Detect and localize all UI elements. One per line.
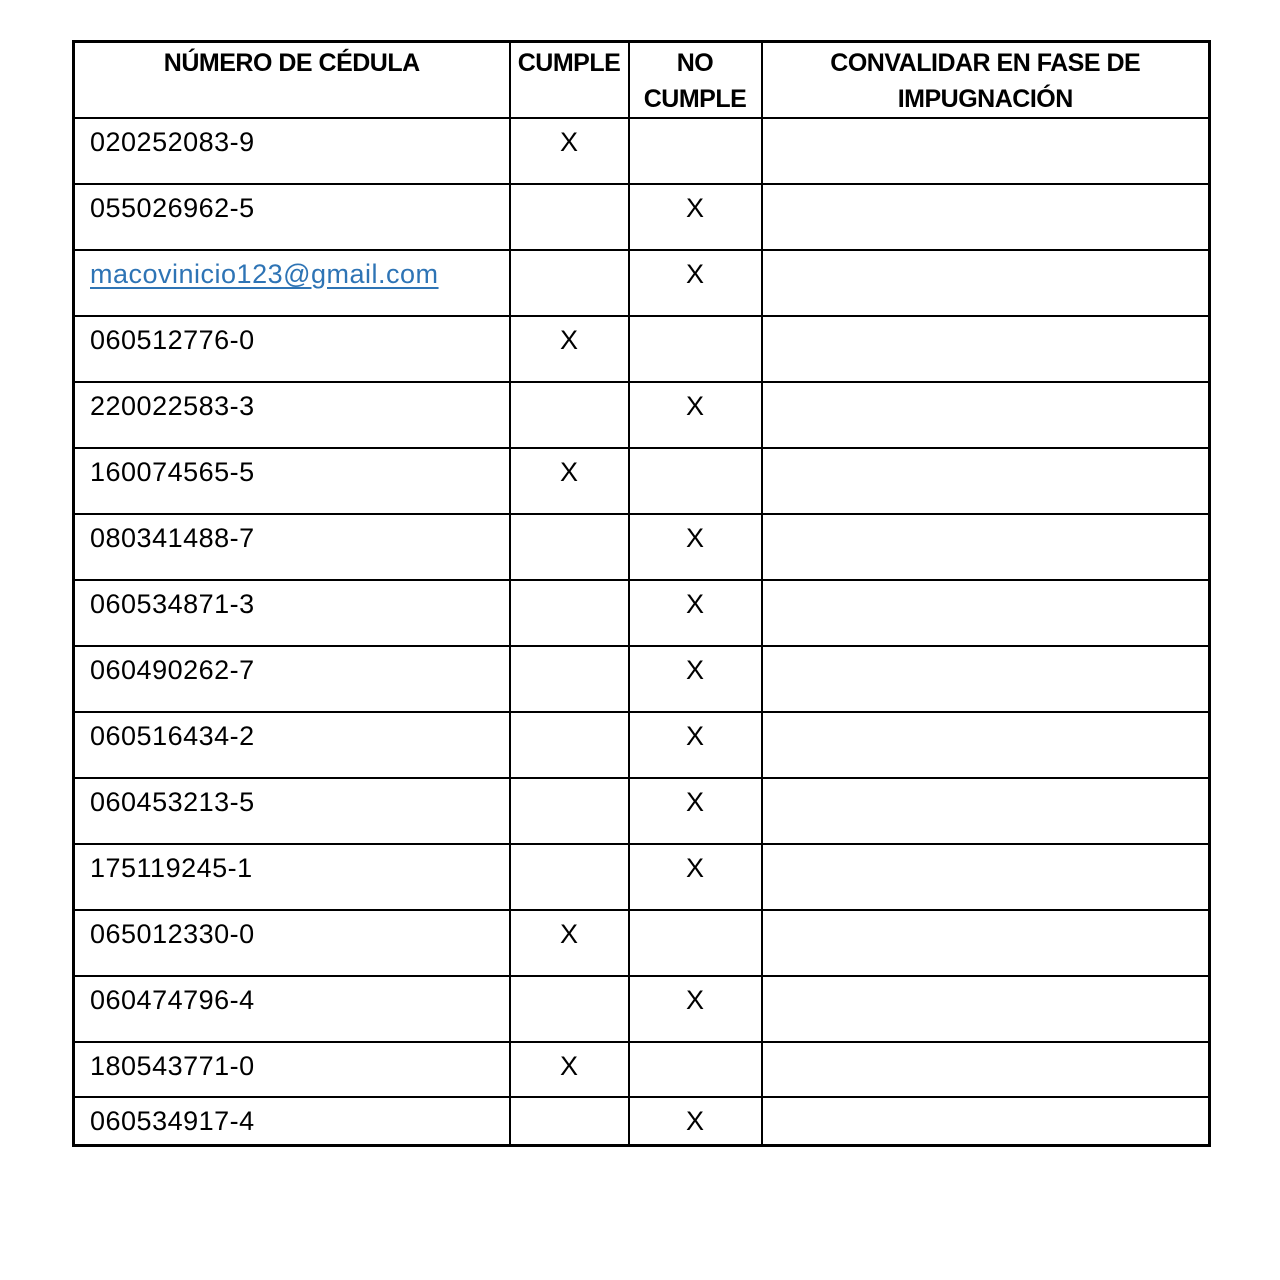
cumple-cell (510, 580, 629, 646)
cedula-cell: 175119245-1 (74, 844, 510, 910)
no-cumple-cell: X (629, 976, 762, 1042)
no-cumple-cell: X (629, 1097, 762, 1145)
cumple-cell (510, 844, 629, 910)
cedula-cell: 065012330-0 (74, 910, 510, 976)
convalidar-cell (762, 448, 1210, 514)
cedula-cell: 060516434-2 (74, 712, 510, 778)
cumple-cell (510, 382, 629, 448)
cedula-cell: 220022583-3 (74, 382, 510, 448)
email-link[interactable]: macovinicio123@gmail.com (74, 250, 510, 316)
convalidar-cell (762, 382, 1210, 448)
cumple-cell: X (510, 910, 629, 976)
table-row (74, 448, 1210, 514)
table-row (74, 778, 1210, 844)
cumple-cell (510, 184, 629, 250)
convalidar-cell (762, 118, 1210, 184)
cedula-cell: 060474796-4 (74, 976, 510, 1042)
cedula-cell: 060512776-0 (74, 316, 510, 382)
cumple-cell: X (510, 118, 629, 184)
cedula-cell: 160074565-5 (74, 448, 510, 514)
cumple-cell: X (510, 448, 629, 514)
cedula-cell: 060490262-7 (74, 646, 510, 712)
header-row (74, 42, 1210, 119)
no-cumple-cell (629, 316, 762, 382)
no-cumple-cell: X (629, 778, 762, 844)
convalidar-cell (762, 844, 1210, 910)
no-cumple-cell: X (629, 184, 762, 250)
table-row (74, 382, 1210, 448)
header-no-cumple: NO CUMPLE (629, 42, 762, 119)
cumple-cell (510, 646, 629, 712)
convalidar-cell (762, 184, 1210, 250)
cedula-cell: 060453213-5 (74, 778, 510, 844)
no-cumple-cell: X (629, 646, 762, 712)
table-body (74, 118, 1210, 1145)
no-cumple-cell: X (629, 250, 762, 316)
cumple-cell (510, 712, 629, 778)
cedula-cell: 060534917-4 (74, 1097, 510, 1145)
cumple-cell (510, 250, 629, 316)
no-cumple-cell (629, 448, 762, 514)
convalidar-cell (762, 1042, 1210, 1097)
table-row (74, 118, 1210, 184)
cedula-cell: 180543771-0 (74, 1042, 510, 1097)
cumple-cell (510, 976, 629, 1042)
cumple-cell (510, 514, 629, 580)
table-row (74, 250, 1210, 316)
compliance-table (72, 40, 1211, 1147)
no-cumple-cell: X (629, 712, 762, 778)
cedula-cell: 020252083-9 (74, 118, 510, 184)
table-row (74, 514, 1210, 580)
header-convalidar: CONVALIDAR EN FASE DE IMPUGNACIÓN (762, 42, 1210, 119)
no-cumple-cell (629, 910, 762, 976)
cumple-cell: X (510, 1042, 629, 1097)
cedula-cell: 060534871-3 (74, 580, 510, 646)
no-cumple-cell: X (629, 382, 762, 448)
table-row (74, 976, 1210, 1042)
cumple-cell (510, 778, 629, 844)
table-row (74, 844, 1210, 910)
cumple-cell (510, 1097, 629, 1145)
table-row (74, 1042, 1210, 1097)
cedula-cell: 055026962-5 (74, 184, 510, 250)
convalidar-cell (762, 712, 1210, 778)
no-cumple-cell: X (629, 514, 762, 580)
convalidar-cell (762, 580, 1210, 646)
cumple-cell: X (510, 316, 629, 382)
header-cumple: CUMPLE (510, 42, 629, 119)
table-row (74, 580, 1210, 646)
no-cumple-cell: X (629, 580, 762, 646)
no-cumple-cell (629, 1042, 762, 1097)
table-row (74, 316, 1210, 382)
convalidar-cell (762, 778, 1210, 844)
table-row (74, 1097, 1210, 1145)
no-cumple-cell: X (629, 844, 762, 910)
table-row (74, 646, 1210, 712)
convalidar-cell (762, 910, 1210, 976)
convalidar-cell (762, 316, 1210, 382)
header-numero-de-cedula: NÚMERO DE CÉDULA (74, 42, 510, 119)
table-row (74, 712, 1210, 778)
table-row (74, 910, 1210, 976)
convalidar-cell (762, 514, 1210, 580)
convalidar-cell (762, 1097, 1210, 1145)
convalidar-cell (762, 646, 1210, 712)
cedula-cell: 080341488-7 (74, 514, 510, 580)
table-row (74, 184, 1210, 250)
no-cumple-cell (629, 118, 762, 184)
convalidar-cell (762, 250, 1210, 316)
convalidar-cell (762, 976, 1210, 1042)
